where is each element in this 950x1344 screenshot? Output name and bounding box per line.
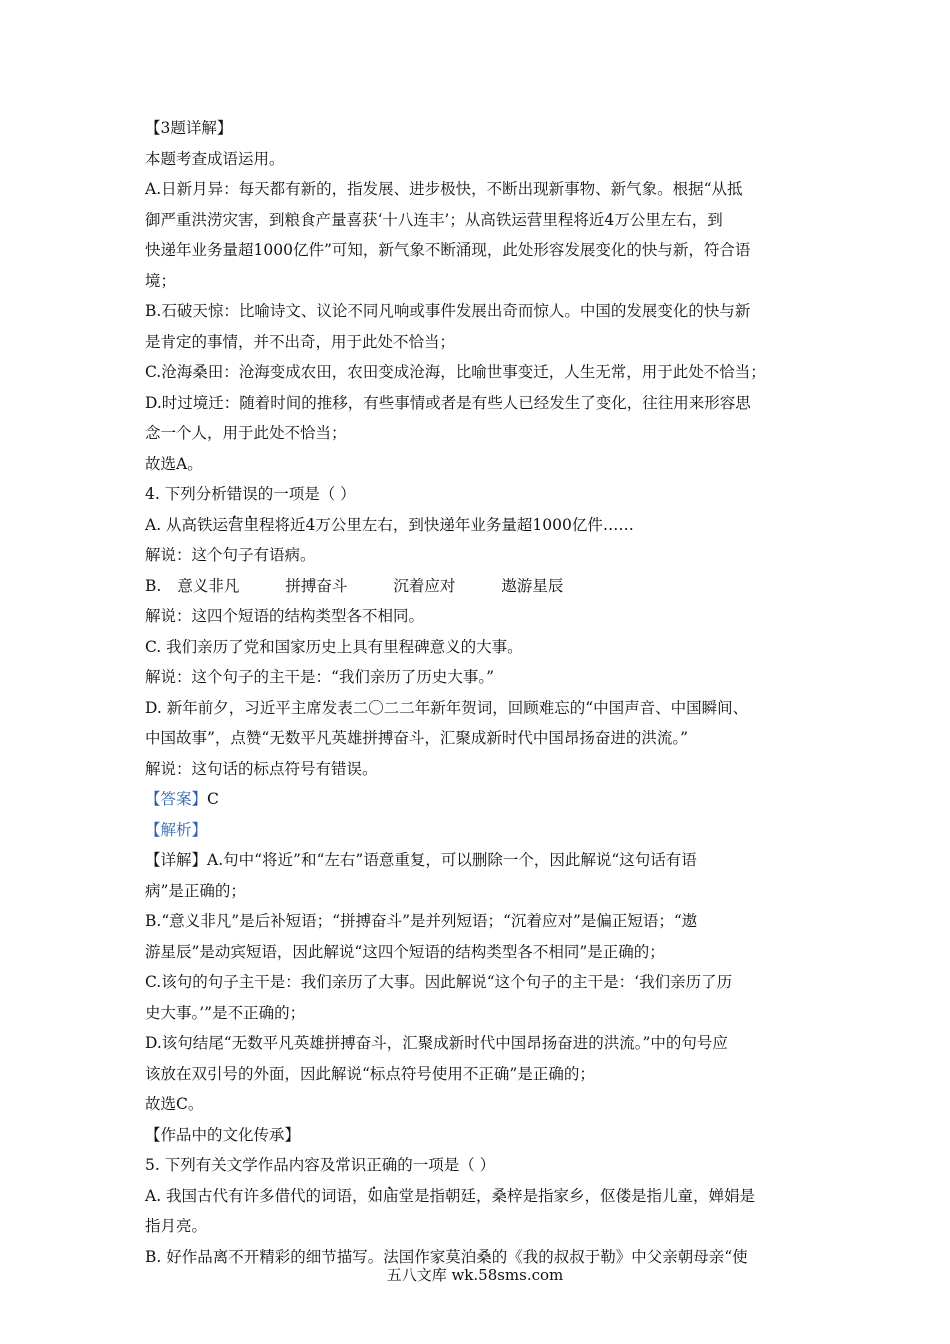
phrase-item: 拼搏奋斗 — [285, 576, 348, 595]
option-a: A. 我国古代有许多借代的词语，如庙堂是指朝廷，桑梓是指家乡，伛偻是指儿童，婵娟是 — [145, 1186, 756, 1205]
emphasis-char: 正 — [366, 1156, 382, 1174]
answer-line — [145, 784, 815, 815]
text-line: 【3题详解】 — [145, 119, 233, 137]
detail-line: 故选C。 — [145, 1095, 204, 1113]
detail-line: C.该句的句子主干是：我们亲历了大事。因此解说“这个句子的主干是：‘我们亲历了历 — [145, 973, 733, 991]
question-5-stem — [145, 1150, 815, 1181]
text-line: 是肯定的事情，并不出奇，用于此处不恰当； — [145, 332, 456, 351]
text-line: B.石破天惊：比喻诗文、议论不同凡响或事件发展出奇而惊人。中国的发展变化的快与新 — [145, 302, 751, 320]
question-stem-text: 的一项是（ ） — [257, 485, 356, 503]
answer-value: C — [207, 790, 219, 808]
answer-tag: 【答案】 — [145, 790, 208, 808]
text-line: A.日新月异：每天都有新的，指发展、进步极快，不断出现新事物、新气象。根据“从抵 — [145, 180, 743, 198]
detail-line: 史大事。’”是不正确的； — [145, 1003, 306, 1022]
detail-tag: 【详解】 — [145, 851, 208, 869]
text-line: 御严重洪涝灾害，到粮食产量喜获‘十八连丰’；从高铁运营里程将近4万公里左右，到 — [145, 210, 723, 229]
phrase-item: 遨游星辰 — [501, 576, 564, 595]
text-line: 故选A。 — [145, 454, 203, 473]
option-explanation: 解说：这个句子有语病。 — [145, 546, 316, 564]
detail-line: 病”是正确的； — [145, 881, 246, 900]
emphasis-char: 错 — [226, 485, 243, 503]
page-footer: 五八文库 wk.58sms.com — [386, 1266, 564, 1284]
section-heading: 【作品中的文化传承】 — [145, 1125, 301, 1144]
option-c: C. 我们亲历了党和国家历史上具有里程碑意义的大事。 — [145, 637, 523, 656]
analysis-tag: 【解析】 — [145, 820, 208, 839]
option-explanation: 解说：这个句子的主干是：“我们亲历了历史大事。” — [145, 668, 495, 686]
option-a-continued: 指月亮。 — [145, 1217, 208, 1235]
question-stem-text: 5. 下列有关文学作品内容及常识 — [145, 1156, 367, 1174]
question-stem-text: 4. 下列分析 — [145, 485, 227, 503]
detail-line: B.“意义非凡”是后补短语；“拼搏奋斗”是并列短语；“沉着应对”是偏正短语；“遨 — [145, 912, 698, 930]
phrase-item: 沉着应对 — [393, 576, 456, 595]
phrase-item: 意义非凡 — [177, 576, 240, 595]
text-line: D.时过境迁：随着时间的推移，有些事情或者是有些人已经发生了变化，往往用来形容思 — [145, 393, 751, 412]
detail-text: A.句中“将近”和“左右”语意重复，可以删除一个，因此解说“这句话有语 — [207, 851, 697, 869]
text-line: 快递年业务量超1000亿件”可知，新气象不断涌现，此处形容发展变化的快与新，符合语 — [145, 241, 751, 259]
detail-line: 游星辰”是动宾短语，因此解说“这四个短语的结构类型各不相同”是正确的； — [145, 942, 665, 961]
text-line: C.沧海桑田：沧海变成农田，农田变成沧海，比喻世事变迁，人生无常，用于此处不恰当； — [145, 363, 766, 381]
option-b — [145, 571, 815, 602]
question-stem-text: 的一项是（ ） — [397, 1156, 496, 1174]
detail-line: D.该句结尾“无数平凡英雄拼搏奋斗，汇聚成新时代中国昂扬奋进的洪流。”中的句号应 — [145, 1034, 728, 1052]
option-a: A. 从高铁运营里程将近4万公里左右，到快递年业务量超1000亿件…… — [145, 515, 634, 534]
option-d-continued: 中国故事”，点赞“无数平凡英雄拼搏奋斗，汇聚成新时代中国昂扬奋进的洪流。” — [145, 729, 689, 747]
option-d: D. 新年前夕，习近平主席发表二〇二二年新年贺词，回顾难忘的“中国声音、中国瞬间、 — [145, 698, 749, 717]
option-label: B. — [145, 576, 162, 595]
emphasis-char: 误 — [242, 485, 258, 503]
detail-line: 该放在双引号的外面，因此解说“标点符号使用不正确”是正确的； — [145, 1064, 595, 1083]
option-explanation: 解说：这四个短语的结构类型各不相同。 — [145, 607, 425, 625]
document-body — [145, 113, 815, 1272]
emphasis-char: 确 — [381, 1156, 398, 1174]
text-line: 本题考查成语运用。 — [145, 149, 285, 168]
option-explanation: 解说：这句话的标点符号有错误。 — [145, 759, 378, 778]
question-4-stem — [145, 479, 815, 510]
detail-line — [145, 845, 815, 876]
option-b: B. 好作品离不开精彩的细节描写。法国作家莫泊桑的《我的叔叔于勒》中父亲朝母亲“使 — [145, 1247, 748, 1266]
text-line: 念一个人，用于此处不恰当； — [145, 424, 347, 442]
text-line: 境； — [145, 271, 177, 290]
